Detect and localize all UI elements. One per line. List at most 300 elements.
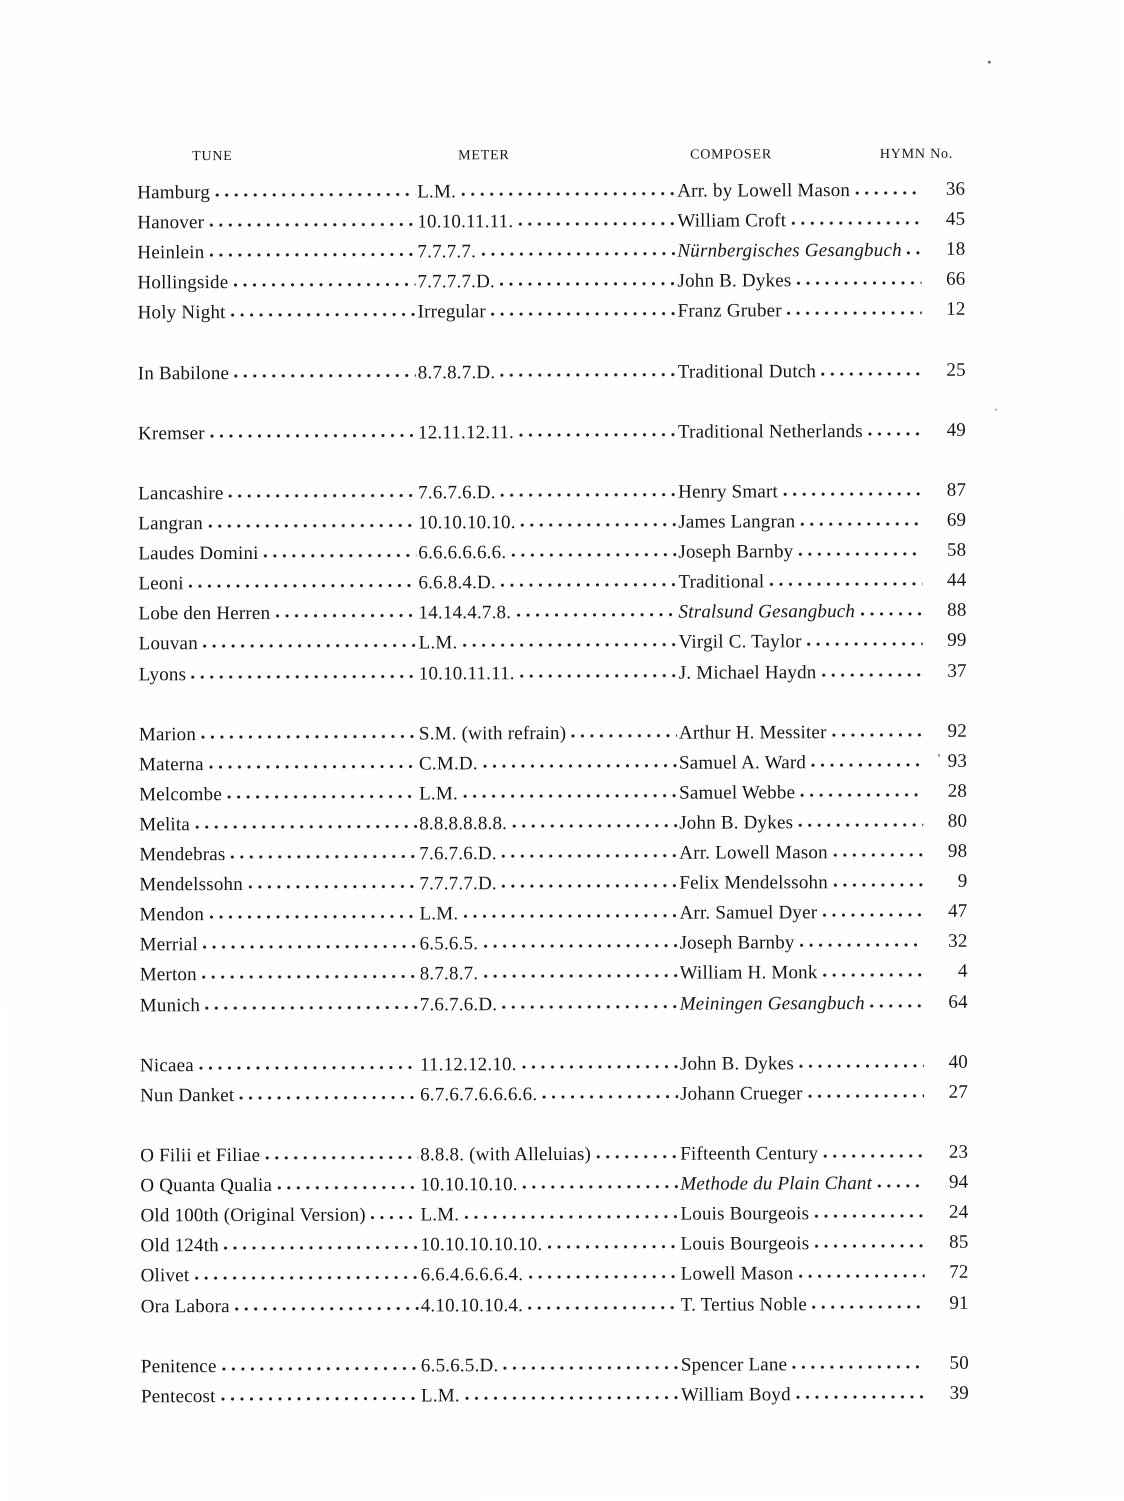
table-row [141,1349,969,1382]
meter-cell [419,662,679,685]
table-row [141,1379,969,1412]
meter-cell [421,1264,681,1287]
tune-cell [139,663,419,686]
tune-name: Mendelssohn [139,874,243,896]
hymn-number: 88 [947,600,967,622]
dot-leader [787,311,922,315]
table-row [139,717,967,750]
meter-value: 8.7.8.7.D. [417,361,496,384]
meter-value: 10.10.10.10. [418,512,516,534]
dot-leader [265,1155,418,1159]
tune-cell [140,1235,420,1258]
group-gap [138,326,966,359]
table-row [138,296,966,329]
dot-leader [821,371,922,375]
dot-leader [832,733,923,737]
dot-leader [800,943,924,947]
dot-leader [239,1095,418,1100]
composer-cell [679,722,925,745]
tune-cell [138,543,418,566]
dot-leader [833,853,923,857]
meter-cell [420,1174,680,1197]
tune-cell [139,783,419,806]
group-gap [140,1018,968,1051]
tune-cell [138,422,418,445]
dot-leader [500,372,676,377]
tune-cell [140,1054,420,1077]
composer-cell [680,1083,926,1106]
hymn-number: 91 [949,1292,969,1314]
tune-name: Kremser [137,422,205,445]
composer-cell [680,992,926,1015]
table-row [139,898,967,931]
dot-leader [229,493,417,498]
meter-value: L.M. [420,1385,460,1407]
hymn-number: 32 [948,931,968,953]
meter-cell [419,813,679,836]
dot-leader [796,1395,925,1399]
tune-name: Materna [138,753,204,776]
dot-leader [799,1064,924,1068]
hymn-number: 18 [945,238,966,261]
table-row [138,567,966,600]
composer-name: Louis Bourgeois [680,1233,810,1255]
composer-name: Traditional [678,571,765,593]
composer-name: Joseph Barnby [678,541,794,563]
tune-name: Penitence [140,1355,217,1378]
hymn-number: 47 [948,901,968,923]
meter-value: 6.7.6.7.6.6.6.6. [420,1083,538,1106]
dot-leader [483,974,677,979]
tune-name: Lyons [138,663,187,685]
meter-cell [420,933,680,956]
dot-leader [275,614,416,618]
tune-name: Nicaea [139,1054,194,1077]
dot-leader [518,222,675,226]
composer-cell [679,752,925,775]
tune-name: Olivet [140,1265,190,1287]
composer-name: Joseph Barnby [679,932,795,955]
dot-leader [792,1365,925,1369]
composer-cell [678,481,924,504]
composer-name: Traditional Dutch [677,360,817,383]
dot-leader [463,794,677,799]
dot-leader [191,674,417,679]
hymn-number: 93 [947,750,968,772]
dot-leader [868,432,922,436]
dot-leader [502,1004,678,1009]
table-row [137,176,965,209]
tune-name: Mendon [139,904,205,926]
scan-speck [938,754,940,757]
hymn-number: 9 [957,870,968,892]
table-row [139,868,967,901]
meter-cell [420,1204,680,1227]
hymn-number: 45 [945,208,966,230]
dot-leader [783,492,922,496]
meter-value: 4.10.10.10.4. [420,1294,524,1316]
composer-cell [679,842,925,865]
dot-leader [521,523,677,527]
table-row [139,778,967,811]
meter-value: 7.7.7.7.D. [419,873,497,895]
tune-cell [137,272,417,295]
dot-leader [823,1154,924,1158]
header-meter: METER [458,148,510,164]
table-row [140,928,968,961]
dot-leader [798,823,923,827]
hymn-number: 72 [949,1262,969,1284]
meter-cell [418,572,678,595]
composer-cell [678,360,924,383]
tune-name: Nun Danket [140,1084,235,1107]
meter-cell [418,301,678,324]
meter-cell [421,1294,681,1317]
dot-leader [907,251,922,255]
header-composer: COMPOSER [690,147,772,163]
dot-leader [808,1094,924,1098]
dot-leader [203,945,418,950]
hymn-number: 50 [949,1352,969,1374]
hymn-number: 92 [947,720,967,742]
meter-value: C.M.D. [418,753,478,775]
composer-name: J. Michael Haydn [678,661,817,684]
meter-cell [417,241,677,264]
table-row [140,1079,968,1112]
dot-leader [821,672,922,676]
meter-value: 10.10.10.10.10. [420,1234,543,1256]
dot-leader [503,1365,679,1370]
hymn-number: 28 [947,780,968,802]
table-row [137,266,965,299]
hymn-number: 80 [947,810,968,832]
dot-leader [208,524,416,529]
composer-name: Felix Mendelssohn [679,872,828,894]
hymn-number: 39 [949,1382,970,1404]
tune-name: Holy Night [137,302,226,324]
dot-leader [502,884,678,889]
tune-cell [138,573,418,596]
table-row [139,838,967,871]
dot-leader [800,522,922,526]
dot-leader [520,673,677,677]
composer-name: William Croft [677,210,787,232]
dot-leader [209,764,417,769]
meter-value: 10.10.11.11. [418,662,515,684]
composer-cell [677,240,923,263]
tune-name: Heinlein [137,242,205,264]
composer-name: Nürnbergisches Gesangbuch [677,240,902,262]
composer-cell [680,1173,926,1196]
dot-leader [501,493,677,498]
tune-cell [140,994,420,1017]
composer-cell [680,1203,926,1226]
hymn-number: 69 [946,509,967,531]
table-row [141,1289,969,1322]
dot-leader [231,313,416,318]
tune-name: Marion [138,723,197,746]
hymn-number: 12 [946,299,966,321]
meter-cell [421,1354,681,1377]
hymn-number: 36 [945,178,966,200]
meter-value: 6.6.4.6.6.6.4. [420,1264,524,1286]
composer-name: Samuel A. Ward [678,752,807,774]
dot-leader [523,1185,679,1189]
composer-name: T. Tertius Noble [680,1293,807,1316]
dot-leader [209,253,415,258]
tune-name: Merton [139,964,197,986]
tune-name: Hollingside [137,272,229,294]
tune-cell [140,1084,420,1107]
composer-name: John B. Dykes [679,812,794,834]
meter-value: L.M. [418,632,458,654]
tune-cell [137,212,417,235]
composer-cell [679,631,925,654]
table-header [137,147,965,172]
hymn-number: 58 [946,539,967,561]
dot-leader [812,1304,925,1308]
composer-cell [677,210,923,233]
tune-cell [140,934,420,957]
dot-leader [210,433,416,438]
meter-value: S.M. (with refrain) [418,722,567,745]
composer-cell [680,962,926,985]
table-row [139,657,967,690]
table-row [140,1139,968,1172]
dot-leader [822,913,923,917]
composer-cell [680,932,926,955]
meter-cell [418,482,678,505]
dot-leader [209,223,415,228]
tune-cell [140,1175,420,1198]
table-row [137,206,965,239]
tune-cell [138,482,418,505]
meter-cell [419,873,679,896]
meter-cell [420,993,680,1016]
composer-name: Stralsund Gesangbuch [678,601,856,623]
composer-name: Meiningen Gesangbuch [679,992,865,1015]
tune-cell [139,904,419,927]
hymn-number: 37 [947,660,967,682]
dot-leader [195,824,417,829]
dot-leader [215,192,415,197]
dot-leader [833,883,923,887]
composer-name: Methode du Plain Chant [680,1173,873,1195]
composer-name: Arr. Lowell Mason [679,842,828,864]
table-row [138,477,966,510]
tune-cell [139,603,419,626]
meter-cell [417,271,677,294]
tune-name: Leoni [138,573,184,595]
table-row [138,597,966,630]
group-gap [139,687,967,720]
composer-cell [679,782,925,805]
dot-leader [189,584,417,589]
dot-leader [234,373,416,378]
table-row [140,1169,968,1202]
dot-leader [235,1306,419,1311]
meter-value: 7.6.7.6.D. [419,843,497,865]
tune-name: Lobe den Herren [138,603,271,625]
table-row [141,1259,969,1292]
meter-cell [419,602,679,625]
composer-cell [681,1384,927,1407]
tune-cell [141,1265,421,1288]
tune-name: Munich [139,994,201,1016]
composer-name: William Boyd [680,1384,791,1406]
meter-value: 8.8.8. (with Alleluias) [420,1143,592,1166]
dot-leader [571,733,677,737]
dot-leader [462,643,676,648]
composer-cell [680,1233,926,1256]
composer-name: Spencer Lane [680,1353,788,1376]
meter-cell [418,361,678,384]
tune-name: Hanover [137,212,205,234]
composer-name: Arr. Samuel Dyer [679,902,818,924]
meter-value: 12.11.12.11. [417,421,515,444]
dot-leader [227,794,417,799]
composer-name: John B. Dykes [677,270,792,292]
dot-leader [500,282,676,287]
table-row [139,748,967,781]
tune-name: In Babilone [137,362,230,384]
tune-cell [140,1205,420,1228]
tune-name: Mendebras [139,844,226,866]
meter-value: 6.6.8.4.D. [418,572,496,594]
group-gap [138,447,966,480]
table-row [138,356,966,389]
dot-leader [221,1396,419,1401]
composer-cell [679,601,925,624]
dot-leader [464,1215,678,1220]
hymn-number: 44 [946,569,967,592]
dot-leader [248,885,417,890]
meter-cell [417,181,677,204]
tune-cell [139,813,419,836]
dot-leader [769,582,922,586]
dot-leader [796,281,921,285]
table-row [140,1199,968,1232]
tune-name: Ora Labora [140,1295,230,1317]
composer-name: Lowell Mason [680,1263,794,1286]
tune-cell [137,242,417,265]
meter-value: 7.6.7.6.D. [419,993,498,1016]
table-row [138,537,966,570]
dot-leader [596,1155,678,1159]
meter-value: L.M. [417,181,457,203]
meter-value: 14.14.4.7.8. [418,602,512,624]
dot-leader [194,1276,418,1281]
dot-leader [807,642,923,646]
meter-value: Irregular [417,301,486,323]
meter-cell [419,783,679,806]
tune-name: Old 100th (Original Version) [140,1204,366,1227]
hymn-number: 85 [949,1232,969,1254]
composer-name: Henry Smart [678,481,779,503]
composer-cell [677,180,923,203]
dot-leader [202,975,418,980]
table-row [139,808,967,841]
dot-leader [371,1216,419,1220]
hymn-number: 64 [948,991,968,1013]
composer-cell [678,300,924,323]
composer-cell [680,1053,926,1076]
scan-speck [988,61,991,64]
table-row [140,958,968,991]
tune-cell [139,844,419,867]
meter-value: 11.12.12.10. [419,1053,517,1076]
meter-value: 10.10.11.11. [417,211,514,233]
composer-name: Arr. by Lowell Mason [677,180,851,202]
meter-value: 8.7.8.7. [419,963,479,985]
hymn-number: 66 [946,269,966,291]
tune-cell [139,723,419,746]
meter-cell [418,512,678,535]
header-tune: TUNE [192,149,233,165]
meter-value: 6.5.6.5. [419,933,479,955]
composer-cell [681,1293,927,1316]
dot-leader [814,1214,924,1218]
dot-leader [203,644,417,649]
tune-cell [138,302,418,325]
dot-leader [222,1366,419,1371]
meter-cell [419,632,679,655]
hymn-number: 24 [948,1201,969,1224]
dot-leader [205,1005,418,1010]
tune-name: Lancashire [138,483,224,505]
meter-value: L.M. [419,783,458,805]
composer-name: Samuel Webbe [679,782,796,804]
dot-leader [511,553,676,558]
tune-name: Pentecost [140,1385,216,1408]
meter-cell [418,542,678,565]
composer-cell [678,541,924,564]
tune-name: O Quanta Qualia [140,1175,273,1197]
tune-name: Melita [139,814,191,836]
dot-leader [201,734,417,739]
dot-leader [516,613,676,618]
dot-leader [277,1186,418,1190]
dot-leader [870,1003,924,1007]
header-hymn-no: HYMN No. [879,146,954,162]
meter-value: 8.8.8.8.8.8. [419,813,508,835]
dot-leader [264,554,417,558]
dot-leader [522,1064,678,1068]
table-row [138,416,966,449]
composer-cell [679,872,925,895]
table-row [137,236,965,269]
dot-leader [855,191,921,195]
composer-name: Virgil C. Taylor [678,631,802,654]
composer-cell [679,661,925,684]
tune-name: Merrial [139,934,198,956]
dot-leader [491,312,676,317]
dot-leader [209,915,417,920]
table-row [138,507,966,540]
tune-cell [137,181,417,204]
dot-leader [224,1246,419,1251]
hymn-number: 23 [948,1141,969,1163]
dot-leader [542,1094,678,1098]
composer-name: William H. Monk [679,962,818,985]
dot-leader [483,763,677,768]
dot-leader [798,552,922,556]
dot-leader [860,612,922,616]
tune-cell [141,1295,421,1318]
dot-leader [463,914,677,919]
dot-leader [547,1245,678,1249]
tune-cell [139,874,419,897]
